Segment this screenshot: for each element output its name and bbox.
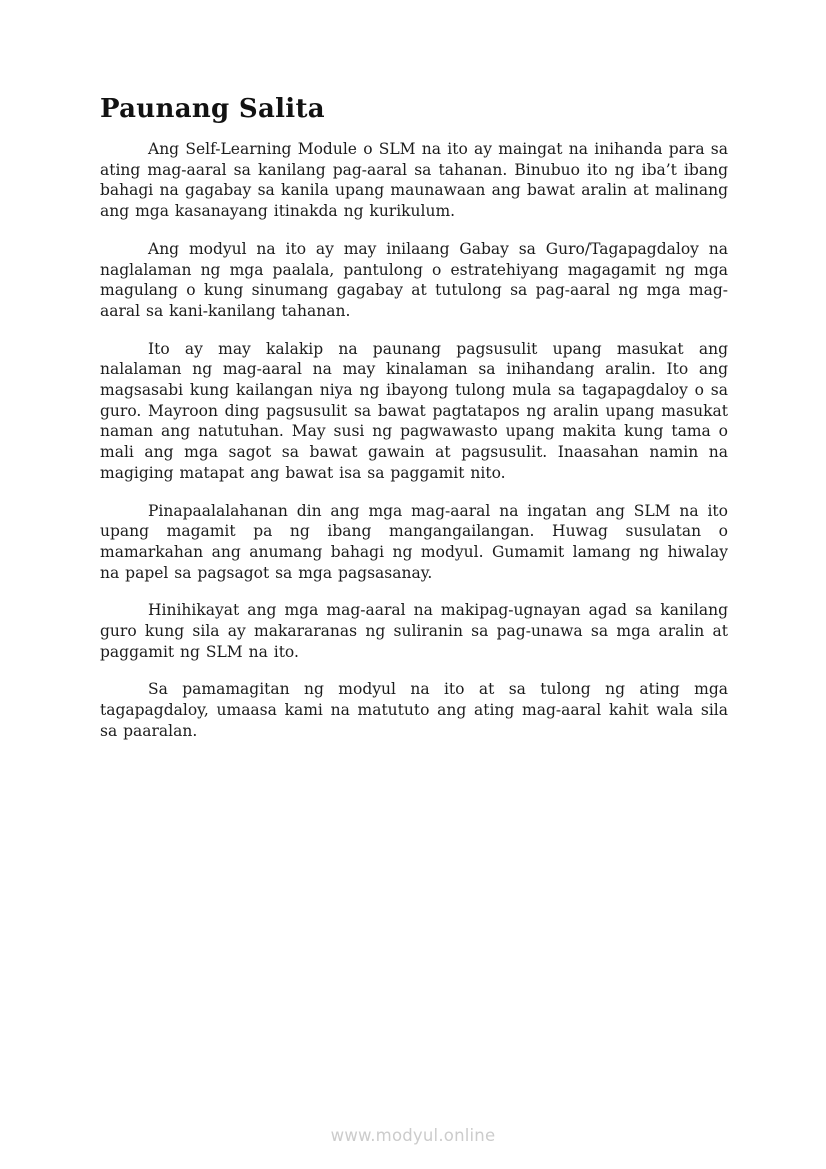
paragraph-3: Ito ay may kalakip na paunang pagsusulit upang masukat ang nalalaman ng mag-aaral na may kinalaman sa inihandang aralin. Ito ang magsasabi kung kailangan niya ng ibayong tulong mula sa tagapagdaloy o sa guro. Mayroon ding pagsusulit sa bawat pagtatapos ng aralin upang masukat naman ang natutuhan. May susi ng pagwawasto upang makita kung tama o mali ang mga sagot sa bawat gawain at pagsusulit. Inaasahan namin na magiging matapat ang bawat isa sa paggamit nito. [100, 339, 728, 482]
paragraph-5: Hinihikayat ang mga mag-aaral na makipag-ugnayan agad sa kanilang guro kung sila ay makararanas ng suliranin sa pag-unawa sa mga aralin at paggamit ng SLM na ito. [100, 601, 728, 661]
paragraph-6: Sa pamamagitan ng modyul na ito at sa tulong ng ating mga tagapagdaloy, umaasa kami na matututo ang ating mag-aaral kahit wala sila sa paaralan. [100, 680, 728, 740]
document-content [100, 93, 728, 759]
watermark-text: www.modyul.online [330, 1126, 496, 1145]
paragraph-4: Pinapaalalahanan din ang mga mag-aaral na ingatan ang SLM na ito upang magamit pa ng ibang mangangailangan. Huwag susulatan o mamarkahan ang anumang bahagi ng modyul. Gumamit lamang ng hiwalay na papel sa pagsagot sa mga pagsasanay. [100, 501, 728, 582]
page-title: Paunang Salita [100, 94, 325, 124]
paragraph-1: Ang Self-Learning Module o SLM na ito ay maingat na inihanda para sa ating mag-aaral sa kanilang pag-aaral sa tahanan. Binubuo ito ng iba’t ibang bahagi na gagabay sa kanila upang maunawaan ang bawat aralin at malinang ang mga kasanayang itinakda ng kurikulum. [100, 140, 728, 221]
paragraph-2: Ang modyul na ito ay may inilaang Gabay sa Guro/Tagapagdaloy na naglalaman ng mga paalala, pantulong o estratehiyang magagamit ng mga magulang o kung sinumang gagabay at tutulong sa pag-aaral ng mga mag-aaral sa kani-kanilang tahanan. [100, 239, 728, 320]
